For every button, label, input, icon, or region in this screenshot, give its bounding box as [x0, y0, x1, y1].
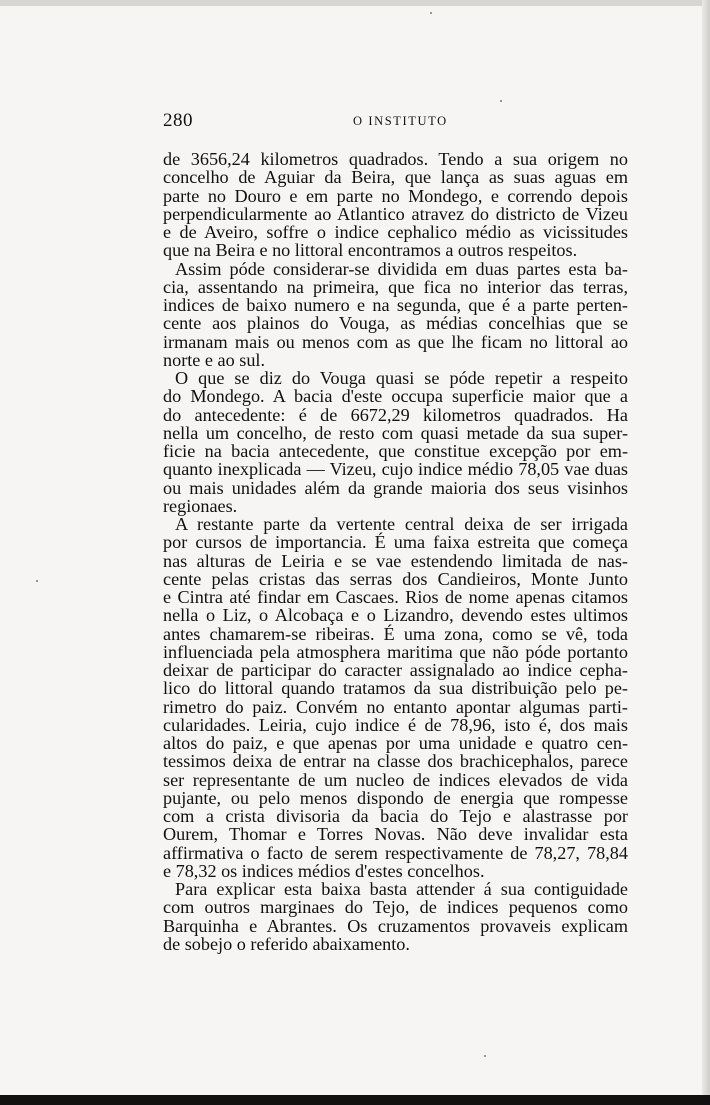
text-line: Ourem, Thomar e Torres Novas. Não deve invalidar esta [163, 824, 628, 845]
text-line: por cursos de importancia. É uma faixa estreita que começa [163, 532, 628, 553]
text-line: de 3656,24 kilometros quadrados. Tendo a sua origem no [163, 149, 628, 169]
text-line: A restante parte da vertente central deixa de ser irrigada [175, 514, 628, 534]
text-line: Barquinha e Abrantes. Os cruzamentos provaveis explicam [163, 915, 628, 936]
text-line: indices de baixo numero e na segunda, que é a parte perten- [163, 295, 628, 315]
text-line: de sobejo o referido abaixamento. [163, 933, 410, 954]
journal-title: O INSTITUTO [353, 114, 448, 128]
running-head [163, 110, 628, 134]
scan-speck [430, 12, 432, 14]
text-line: Assim póde considerar-se dividida em duas partes esta ba- [175, 258, 628, 279]
body-text [163, 150, 628, 953]
scan-edge-bottom [0, 1095, 710, 1105]
text-line: affirmativa o facto de serem respectivamente de 78,27, 78,84 [163, 842, 628, 863]
text-line: perpendicularmente ao Atlantico atravez do districto de Vizeu [163, 203, 628, 224]
text-line: quanto inexplicada — Vizeu, cujo indice médio 78,05 vae duas [163, 459, 628, 480]
text-line: pujante, ou pelo menos dispondo de energia que rompesse [163, 787, 628, 808]
text-line: e Cintra até findar em Cascaes. Rios de nome apenas citamos [163, 587, 628, 607]
text-line: com outros marginaes do Tejo, de indices pequenos como [163, 897, 628, 918]
scan-edge-right [702, 0, 710, 1105]
text-line: Para explicar esta baixa basta attender á sua contiguidade [175, 879, 628, 899]
text-line: ficie na bacia antecedente, que constitue excepção por em- [163, 441, 628, 461]
text-line: e 78,32 os indices médios d'estes concelhos. [163, 860, 485, 881]
text-line: cia, assentando na primeira, que fica no interior das terras, [163, 276, 628, 297]
text-line: nella um concelho, de resto com quasi metade da sua super- [163, 422, 628, 443]
text-line: altos do paiz, e que apenas por uma unidade e quatro cen- [163, 733, 628, 753]
text-line: tessimos deixa de entrar na classe dos brachicephalos, parece [163, 751, 628, 772]
text-line: e de Aveiro, soffre o indice cephalico médio as vicissitudes [163, 222, 628, 242]
text-line: que na Beira e no littoral encontramos a outros respeitos. [163, 240, 578, 261]
text-line: deixar de participar do caracter assignalado ao indice cepha- [163, 660, 628, 680]
text-line: antes chamarem-se ribeiras. É uma zona, como se vê, toda [163, 623, 628, 644]
text-line: cularidades. Leiria, cujo indice é de 78,96, isto é, dos mais [163, 714, 628, 735]
scan-speck [36, 580, 38, 582]
text-line: nas alturas de Leiria e se vae estendendo limitada de nas- [163, 550, 628, 571]
scan-speck [500, 100, 502, 102]
text-line: rimetro do paiz. Convém no entanto apontar algumas parti- [163, 696, 628, 717]
text-line: irmanam mais ou menos com as que lhe ficam no littoral ao [163, 331, 628, 352]
text-line: influenciada pela atmosphera maritima que não póde portanto [163, 641, 628, 662]
text-line: ou mais unidades além da grande maioria dos seus visinhos [163, 477, 628, 498]
scan-speck [484, 1055, 486, 1057]
text-line: concelho de Aguiar da Beira, que lança as suas aguas em [163, 167, 628, 188]
text-line: do antecedente: é de 6672,29 kilometros quadrados. Ha [163, 404, 628, 425]
text-line: lico do littoral quando tratamos da sua distribuição pelo pe- [163, 678, 628, 699]
page-number: 280 [163, 110, 193, 131]
text-line: cente pelas cristas das serras dos Candieiros, Monte Junto [163, 568, 628, 589]
text-line: regionaes. [163, 495, 238, 516]
text-line: cente aos plainos do Vouga, as médias concelhias que se [163, 313, 628, 334]
text-line: com a crista divisoria da bacia do Tejo e alastrasse por [163, 806, 628, 826]
text-line: O que se diz do Vouga quasi se póde repetir a respeito [175, 368, 628, 388]
text-line: norte e ao sul. [163, 349, 266, 370]
text-line: nella o Liz, o Alcobaça e o Lizandro, devendo estes ultimos [163, 605, 628, 626]
text-line: parte no Douro e em parte no Mondego, e correndo depois [163, 185, 628, 206]
text-line: do Mondego. A bacia d'este occupa superficie maior que a [163, 386, 628, 407]
text-line: ser representante de um nucleo de indices elevados de vida [163, 769, 628, 790]
scan-edge-top [0, 0, 710, 6]
